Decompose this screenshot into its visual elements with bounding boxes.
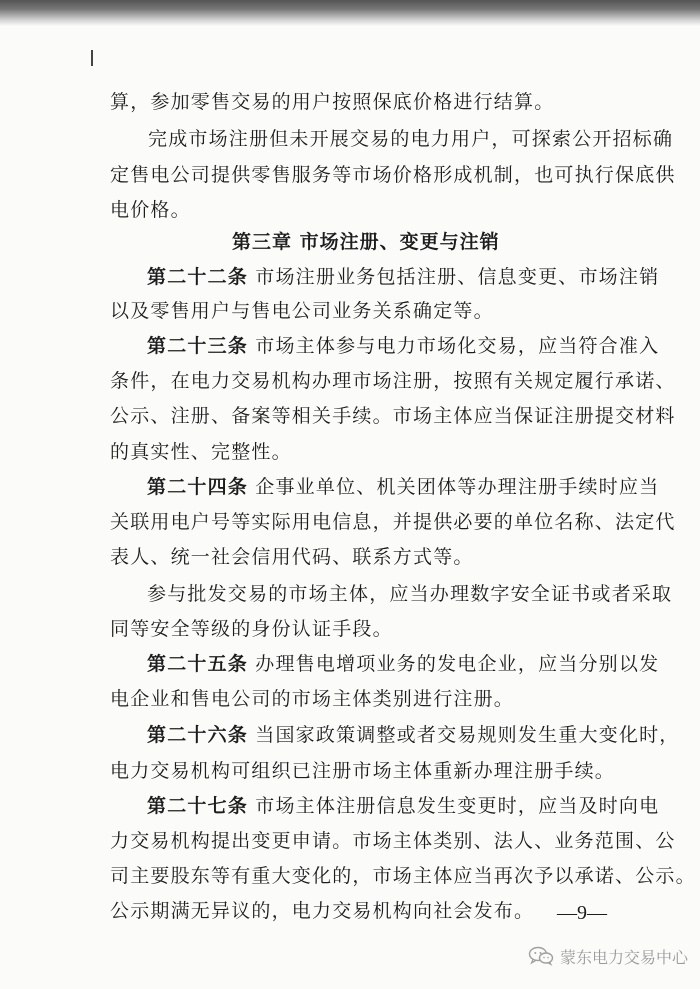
watermark-text: 蒙东电力交易中心	[560, 947, 689, 967]
article-text: 市场注册业务包括注册、信息变更、市场注销	[255, 266, 660, 288]
page-number: —9—	[557, 902, 607, 924]
article-first-line	[147, 794, 659, 818]
chapter-heading: 第三章 市场注册、变更与注销	[232, 231, 500, 253]
article-label: 第二十五条	[147, 653, 249, 675]
article-label: 第二十二条	[147, 266, 249, 288]
article-first-line	[147, 723, 679, 747]
article-first-line	[147, 265, 659, 289]
text-line: 的真实性、完整性。	[110, 441, 292, 463]
article-label: 第二十七条	[147, 795, 249, 817]
text-line: 电价格。	[110, 199, 191, 221]
article-first-line	[147, 475, 659, 499]
text-line: 公示期满无异议的，电力交易机构向社会发布。	[110, 900, 535, 922]
article-text: 企事业单位、机关团体等办理注册手续时应当	[255, 476, 660, 498]
wechat-icon	[528, 946, 554, 966]
text-line: 公示、注册、备案等相关手续。市场主体应当保证注册提交材料	[110, 405, 676, 427]
article-text: 当国家政策调整或者交易规则发生重大变化时，	[255, 724, 680, 746]
text-line: 完成市场注册但未开展交易的电力用户，可探索公开招标确	[148, 128, 674, 150]
article-first-line	[147, 652, 659, 676]
article-text: 市场主体注册信息发生变更时，应当及时向电	[255, 795, 660, 817]
article-label: 第二十三条	[147, 335, 249, 357]
text-line: 定售电公司提供零售服务等市场价格形成机制，也可执行保底供	[110, 164, 676, 186]
text-line: 电力交易机构可组织已注册市场主体重新办理注册手续。	[110, 760, 616, 782]
text-line: 力交易机构提出变更申请。市场主体类别、法人、业务范围、公	[110, 830, 676, 852]
text-line: 司主要股东等有重大变化的，市场主体应当再次予以承诺、公示。	[110, 865, 696, 887]
text-line: 电企业和售电公司的市场主体类别进行注册。	[110, 688, 515, 710]
article-text: 办理售电增项业务的发电企业，应当分别以发	[255, 653, 660, 675]
text-line: 算，参加零售交易的用户按照保底价格进行结算。	[110, 91, 555, 113]
article-text: 市场主体参与电力市场化交易，应当符合准入	[255, 335, 660, 357]
text-line: 参与批发交易的市场主体，应当办理数字安全证书或者采取	[147, 583, 673, 605]
text-line: 同等安全等级的身份认证手段。	[110, 618, 393, 640]
article-label: 第二十六条	[147, 724, 249, 746]
text-line: 关联用电户号等实际用电信息，并提供必要的单位名称、法定代	[110, 511, 676, 533]
article-first-line	[147, 334, 659, 358]
margin-mark	[91, 50, 93, 66]
watermark	[528, 944, 688, 968]
text-line: 条件，在电力交易机构办理市场注册，按照有关规定履行承诺、	[110, 370, 676, 392]
text-line: 以及零售用户与售电公司业务关系确定等。	[110, 300, 494, 322]
article-label: 第二十四条	[147, 476, 249, 498]
scan-top-border	[0, 0, 700, 26]
text-line: 表人、统一社会信用代码、联系方式等。	[110, 546, 474, 568]
